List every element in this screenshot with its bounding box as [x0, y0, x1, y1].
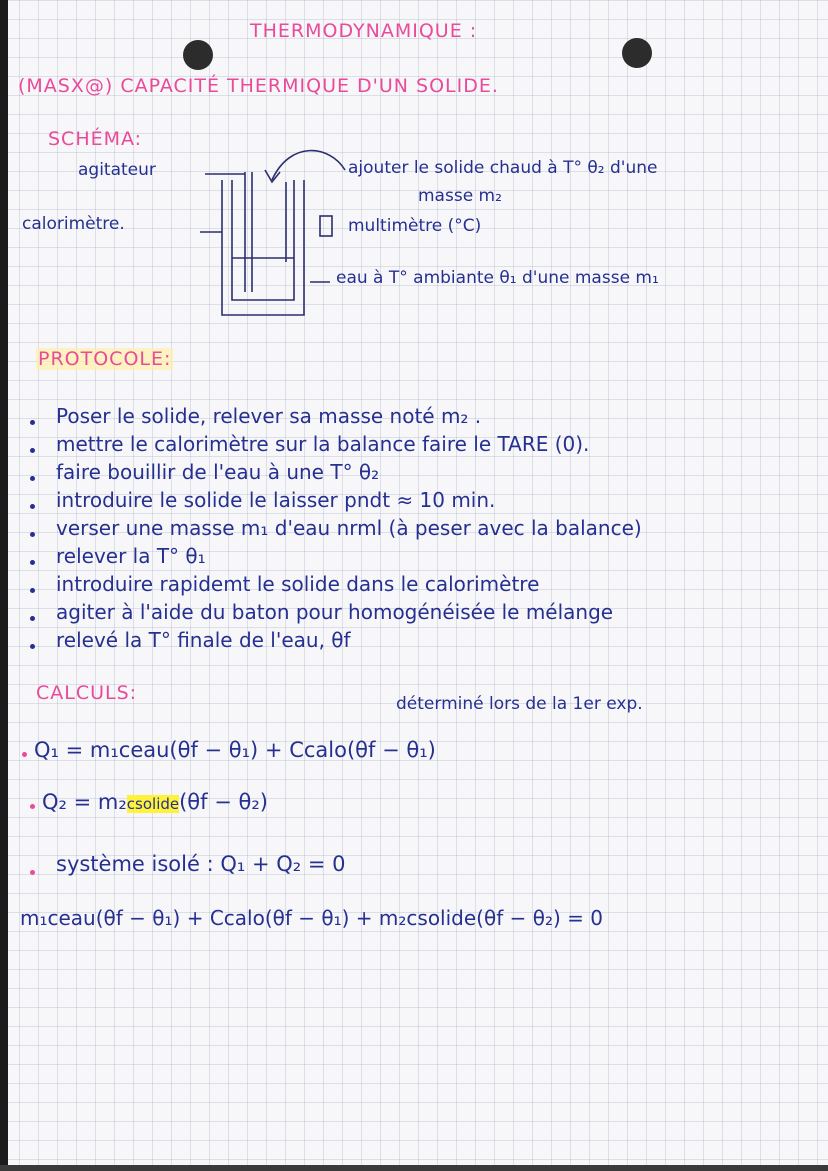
add-solid-arrow	[272, 151, 345, 180]
list-item: Poser le solide, relever sa masse noté m₂ .	[56, 404, 482, 428]
schema-heading: SCHÉMA:	[48, 128, 143, 150]
bullet	[30, 616, 35, 621]
list-item: relevé la T° finale de l'eau, θf	[56, 628, 351, 652]
bullet	[30, 644, 35, 649]
protocole-heading: PROTOCOLE:	[38, 348, 172, 370]
label-eau: eau à T° ambiante θ₁ d'une masse m₁	[336, 268, 659, 288]
calorimeter-inner-wall	[232, 180, 294, 300]
bullet	[30, 560, 35, 565]
page-title: THERMODYNAMIQUE :	[250, 20, 478, 42]
list-item: mettre le calorimètre sur la balance faire le TARE (0).	[56, 432, 590, 456]
list-item: relever la T° θ₁	[56, 544, 206, 568]
page-subtitle: (MASX@) CAPACITÉ THERMIQUE D'UN SOLIDE.	[18, 75, 499, 97]
calo-annotation: déterminé lors de la 1er exp.	[396, 694, 643, 714]
label-calorimetre: calorimètre.	[22, 214, 125, 234]
bullet	[30, 532, 35, 537]
list-item: agiter à l'aide du baton pour homogénéisée le mélange	[56, 600, 614, 624]
calculs-heading: CALCULS:	[36, 682, 138, 704]
list-item: faire bouillir de l'eau à une T° θ₂	[56, 460, 380, 484]
calorimeter-outer-wall	[222, 180, 304, 315]
list-item: verser une masse m₁ d'eau nrml (à peser avec la balance)	[56, 516, 642, 540]
bullet	[30, 804, 35, 809]
list-item: introduire rapidemt le solide dans le calorimètre	[56, 572, 540, 596]
equation-isolated-system: système isolé : Q₁ + Q₂ = 0	[56, 852, 346, 876]
bullet	[30, 476, 35, 481]
label-ajouter-line1: ajouter le solide chaud à T° θ₂ d'une	[348, 158, 658, 178]
equation-final: m₁ceau(θf − θ₁) + Ccalo(θf − θ₁) + m₂csolide(θf − θ₂) = 0	[20, 906, 603, 930]
equation-q1: Q₁ = m₁ceau(θf − θ₁) + Ccalo(θf − θ₁)	[34, 738, 436, 762]
bullet	[30, 420, 35, 425]
bullet	[30, 448, 35, 453]
bullet	[22, 752, 27, 757]
bullet	[30, 504, 35, 509]
label-agitateur: agitateur	[78, 160, 156, 180]
label-ajouter-line2: masse m₂	[418, 186, 502, 206]
label-multimetre: multimètre (°C)	[348, 216, 482, 236]
multimeter-box	[320, 216, 332, 236]
equation-q2: Q₂ = m₂csolide(θf − θ₂)	[42, 790, 268, 814]
bullet	[30, 870, 35, 875]
list-item: introduire le solide le laisser pndt ≈ 10 min.	[56, 488, 496, 512]
bullet	[30, 588, 35, 593]
csolide-highlight: csolide	[126, 795, 180, 813]
